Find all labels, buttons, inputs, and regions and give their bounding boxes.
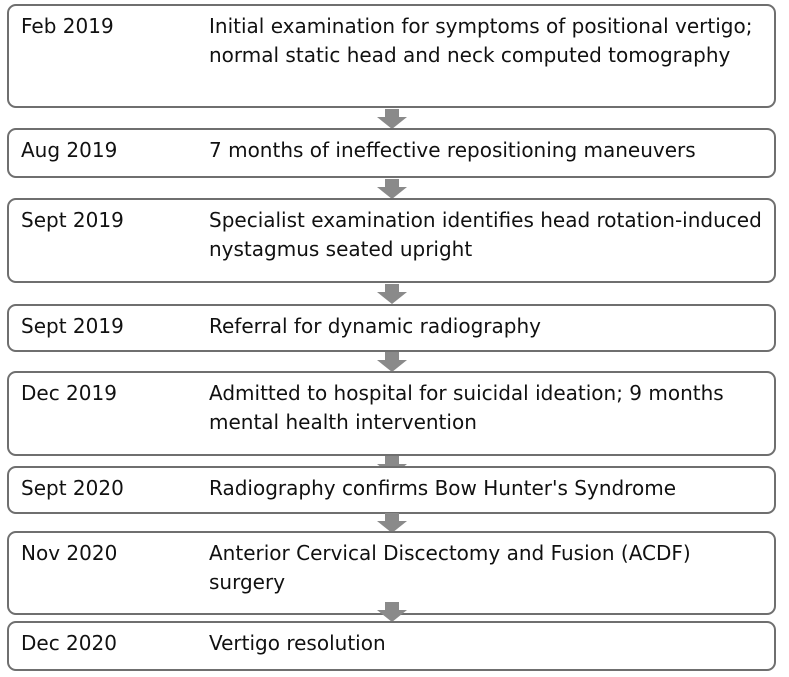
step-description: Radiography confirms Bow Hunter's Syndrome <box>209 476 676 500</box>
step-description: Initial examination for symptoms of positional vertigo; normal static head and neck computed tomography <box>209 14 753 67</box>
step-description: Admitted to hospital for suicidal ideation; 9 months mental health intervention <box>209 381 724 434</box>
step-description: 7 months of ineffective repositioning maneuvers <box>209 138 696 162</box>
down-arrow-icon <box>377 513 407 533</box>
step-description: Anterior Cervical Discectomy and Fusion (ACDF) surgery <box>209 541 691 594</box>
step-date: Aug 2019 <box>21 138 118 162</box>
timeline-step-1 <box>7 4 776 108</box>
timeline-step-8 <box>7 621 776 671</box>
step-date: Sept 2019 <box>21 208 124 232</box>
timeline-step-5 <box>7 371 776 456</box>
step-date: Nov 2020 <box>21 541 118 565</box>
timeline-step-2 <box>7 128 776 178</box>
step-date: Feb 2019 <box>21 14 114 38</box>
timeline-step-4 <box>7 304 776 352</box>
step-date: Dec 2020 <box>21 631 117 655</box>
down-arrow-icon <box>377 352 407 372</box>
step-description: Vertigo resolution <box>209 631 386 655</box>
step-date: Sept 2020 <box>21 476 124 500</box>
step-date: Dec 2019 <box>21 381 117 405</box>
down-arrow-icon <box>377 284 407 304</box>
step-description: Specialist examination identifies head rotation-induced nystagmus seated upright <box>209 208 762 261</box>
down-arrow-icon <box>377 602 407 622</box>
timeline-step-3 <box>7 198 776 283</box>
step-description: Referral for dynamic radiography <box>209 314 541 338</box>
step-date: Sept 2019 <box>21 314 124 338</box>
timeline-step-6 <box>7 466 776 514</box>
down-arrow-icon <box>377 179 407 199</box>
down-arrow-icon <box>377 109 407 129</box>
